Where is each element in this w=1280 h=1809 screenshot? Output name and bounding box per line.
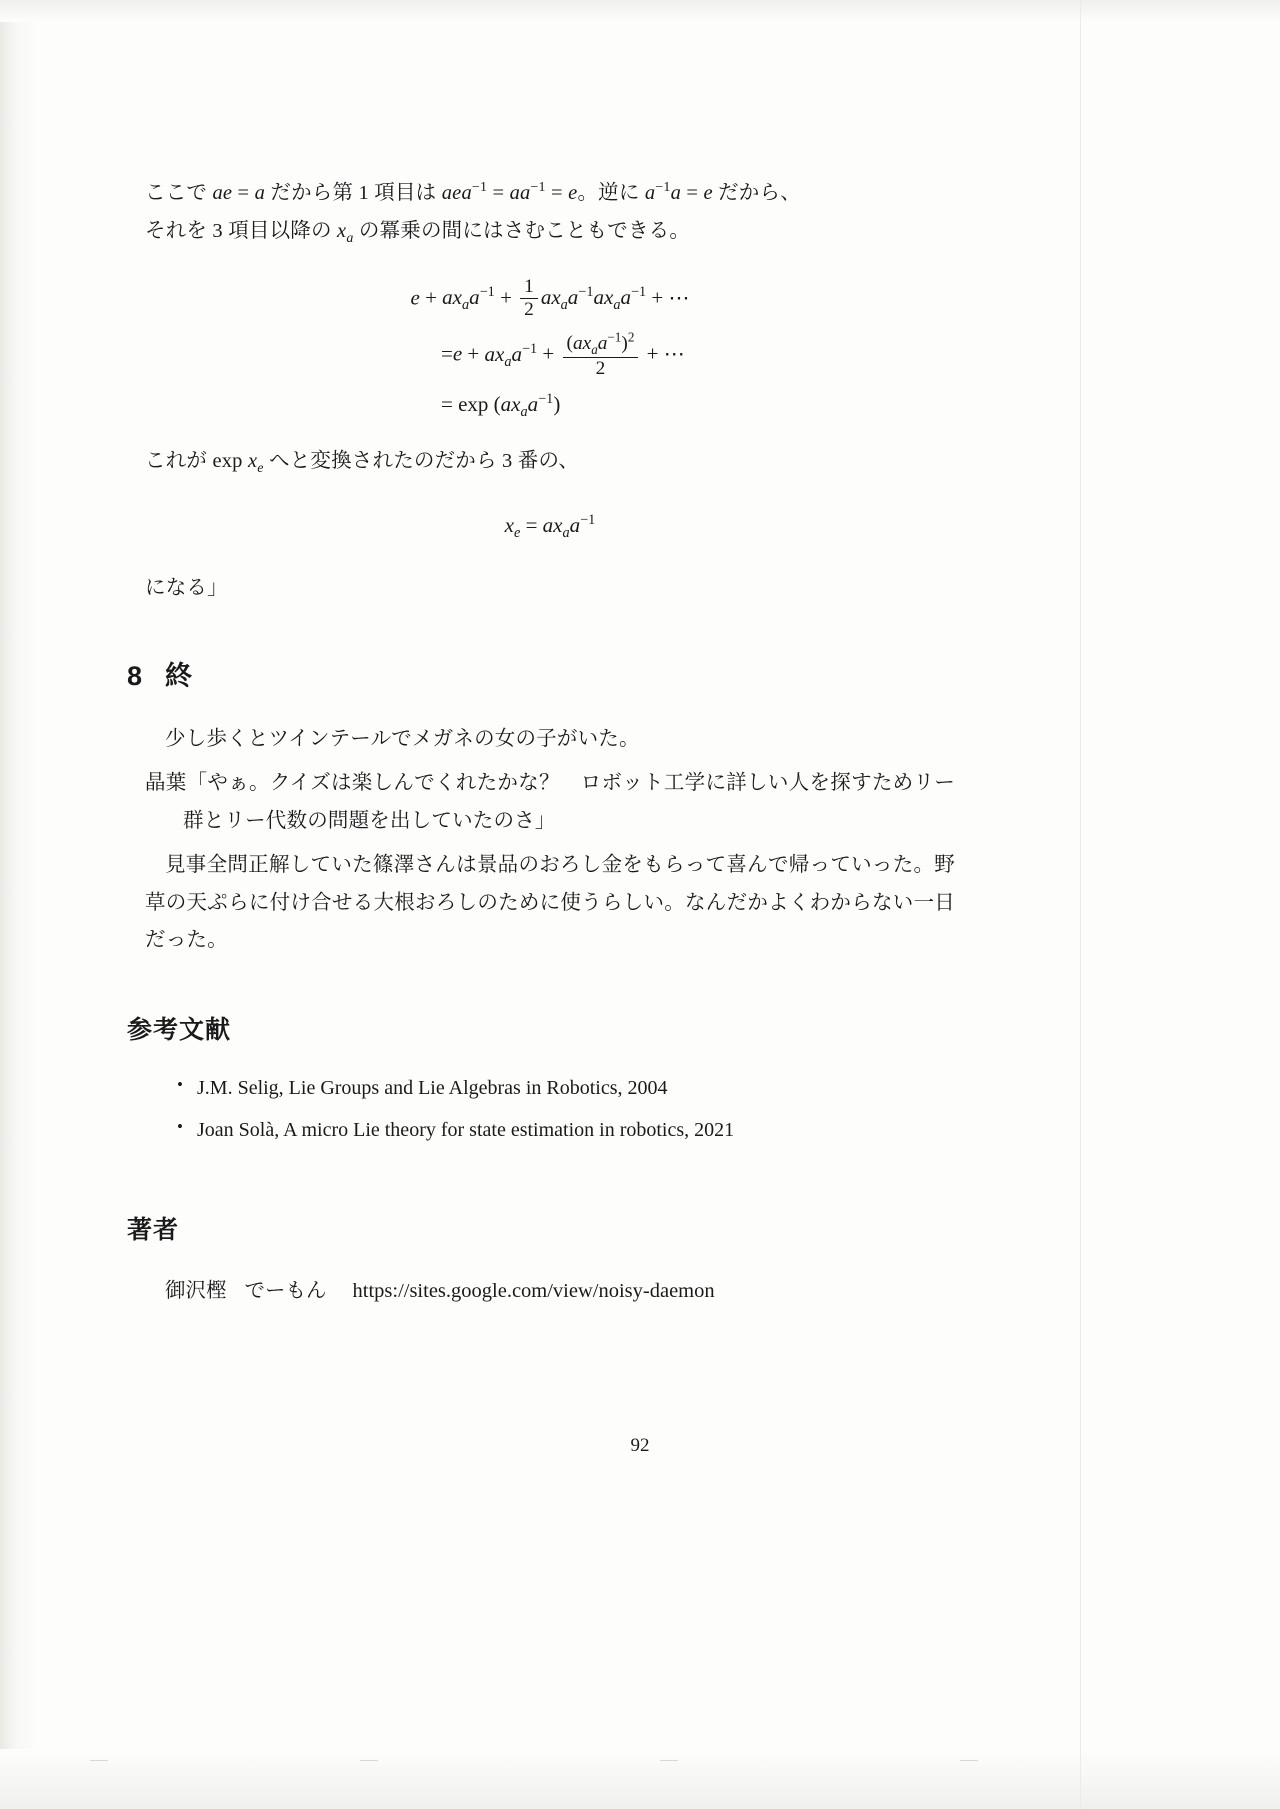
text-fragment: 。逆に — [577, 182, 645, 204]
text-fragment: の冪乗の間にはさむこともできる。 — [353, 219, 691, 242]
reference-item: • Joan Solà, A micro Lie theory for state estimation in robotics, 2021 — [173, 1114, 955, 1146]
equation-line-1: $e + ax_aa^{-1}$ + $\frac{1}{2}$ $ax_aa^{-1}ax_aa^{-1}$ + ⋯ — [410, 275, 690, 321]
math-operator: = — [545, 182, 569, 204]
equation-line-3: = $\exp (ax_aa^{-1})$ — [441, 390, 561, 420]
author-url[interactable]: https://sites.google.com/view/noisy-daemon — [352, 1280, 715, 1303]
scan-tick — [960, 1760, 978, 1761]
scan-edge-top — [0, 0, 1280, 22]
reference-item: • J.M. Selig, Lie Groups and Lie Algebras in Robotics, 2004 — [173, 1072, 955, 1104]
page-content — [127, 175, 955, 1309]
scan-edge-left — [0, 0, 38, 1809]
author-heading: 著者 — [127, 1216, 180, 1245]
author-line — [165, 1274, 955, 1309]
text-fragment: ここで — [145, 182, 213, 204]
section-paragraph-1: 少し歩くとツインテールでメガネの女の子がいた。 — [165, 727, 640, 750]
inline-math: e — [703, 182, 713, 204]
section-paragraph-3: 見事全問正解していた篠澤さんは景品のおろし金をもらって喜んで帰っていった。野草の天ぷらに付け合せる大根おろしのために使うらしい。なんだかよくわからない一日だった。 — [145, 853, 955, 952]
body-paragraph-2 — [145, 443, 955, 482]
scan-edge-bottom — [0, 1749, 1280, 1809]
display-equation-single: $x_e = ax_aa^{-1}$ — [504, 511, 596, 541]
equation-line-2: $=e + ax_aa^{-1}$ + $\frac{(ax_aa^{-1})^2}{2}$ + ⋯ — [441, 329, 685, 380]
section-title: 終 — [165, 660, 194, 691]
section-heading-8 — [127, 654, 955, 693]
inline-math: $aa^{-1}$ — [509, 180, 546, 204]
math-operator: = — [232, 182, 255, 204]
inline-math: exp — [212, 449, 248, 472]
inline-math: aea$^{-1}$ — [441, 180, 488, 204]
text-fragment: これが — [145, 449, 213, 472]
display-equation-block — [145, 275, 955, 421]
scan-tick — [660, 1760, 678, 1761]
inline-math: $x_a$ — [337, 219, 354, 247]
author-name: 御沢樫 — [165, 1280, 227, 1303]
inline-math: $x_e$ — [247, 449, 264, 476]
inline-math: a — [254, 182, 266, 204]
text-fragment: だから第 1 項目は — [265, 182, 442, 204]
body-paragraph-3: になる」 — [145, 576, 228, 599]
text-fragment: それを 3 項目以降の — [145, 219, 338, 242]
body-paragraph-1 — [145, 175, 955, 252]
math-operator: = — [487, 182, 510, 204]
inline-math: ae — [212, 182, 233, 204]
section-number: 8 — [127, 660, 144, 691]
inline-math: e — [568, 182, 578, 204]
text-fragment: だから、 — [712, 182, 801, 204]
author-handle: でーもん — [244, 1280, 327, 1303]
text-fragment: へと変換されたのだから 3 番の、 — [263, 449, 580, 472]
references-list — [145, 1072, 955, 1146]
scan-tick — [360, 1760, 378, 1761]
scan-tick — [90, 1760, 108, 1761]
page-fold-line — [1080, 0, 1081, 1809]
references-heading: 参考文献 — [127, 1016, 232, 1045]
inline-math: $a^{-1}a$ — [644, 180, 682, 204]
math-operator: = — [681, 182, 704, 204]
page-number: 92 — [630, 1435, 650, 1456]
section-paragraph-2: 晶葉「やぁ。クイズは楽しんでくれたかな？ ロボット工学に詳しい人を探すためリー群とリー代数の問題を出していたのさ」 — [145, 771, 955, 832]
